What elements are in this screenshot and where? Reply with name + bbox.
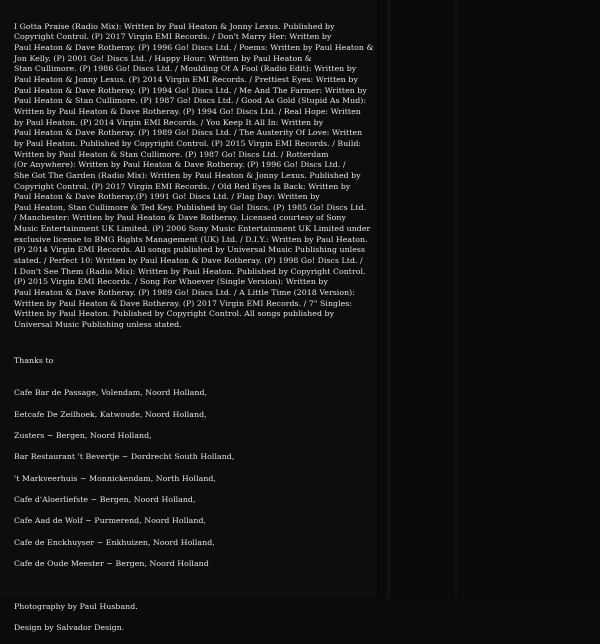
photography-credit: Photography by Paul Husband. (14, 601, 138, 611)
thanks-list (14, 378, 374, 580)
liner-notes (14, 11, 374, 644)
booklet-right-panel (379, 0, 600, 598)
thanks-item: Cafe d'Aloerliefste ~ Bergen, Noord Holland, (14, 494, 196, 504)
thanks-item: Zusters ~ Bergen, Noord Holland, (14, 430, 152, 440)
thanks-item: Bar Restaurant 't Bevertje ~ Dordrecht South Holland, (14, 452, 235, 462)
thanks-item: Cafe de Enckhuyser ~ Enkhuizen, Noord Holland, (14, 537, 215, 547)
thanks-item: 't Markveerhuis ~ Monnickendam, North Holland, (14, 473, 216, 483)
thanks-item: Cafe Aad de Wolf ~ Purmerend, Noord Holland, (14, 516, 207, 526)
thanks-item: Cafe de Oude Meester ~ Bergen, Noord Holland (14, 558, 209, 568)
thanks-item: Eetcafe De Zeilhoek, Katwoude, Noord Holland, (14, 409, 207, 419)
thanks-heading: Thanks to (14, 356, 54, 366)
thanks-item: Cafe Bar de Passage, Volendam, Noord Holland, (14, 388, 208, 398)
design-credit: Design by Salvador Design. (14, 623, 125, 633)
panel-stripe (455, 0, 457, 598)
spine-stripe (387, 0, 390, 598)
song-credits: I Gotta Praise (Radio Mix): Written by Paul Heaton & Jonny Lexus. Published by Copyright Control. (P) 2017 Virgin EMI Records. / Don't Marry Her: Written by Paul Heaton & Dave Rotheray. (P) 1996 Go! Discs Ltd. / Poems: Written by Paul Heaton & Jon Kelly. (P) 2001 Go! Discs Ltd. / Happy Hour: Written by Paul Heaton & Stan Cullimore. (P) 1986 Go! Discs Ltd. / Moulding Of A Fool (Radio Edit): Written by Paul Heaton & Jonny Lexus. (P) 2014 Virgin EMI Records. / Prettiest Eyes: Written by Paul Heaton & Dave Rotheray. (P) 1994 Go! Discs Ltd. / Me And The Farmer: Written by Paul Heaton & Stan Cullimore. (P) 1987 Go! Discs Ltd. / Good As Gold (Stupid As Mud): Written by Paul Heaton & Dave Rotheray. (P) 1994 Go! Discs Ltd. / Real Hope: Written by Paul Heaton. (P) 2014 Virgin EMI Records. / You Keep It All In: Written by Paul Heaton & Dave Rotheray. (P) 1989 Go! Discs Ltd. / The Austerity Of Love: Written by Paul Heaton. Published by Copyright Control. (P) 2015 Virgin EMI Records. / Build: Written by Paul Heaton & Stan Cullimore. (P) 1987 Go! Discs Ltd. / Rotterdam (Or Anywhere): Written by Paul Heaton & Dave Rotheray. (P) 1996 Go! Discs Ltd. / She Got The Garden (Radio Mix): Written by Paul Heaton & Jonny Lexus. Published by Copyright Control. (P) 2017 Virgin EMI Records. / Old Red Eyes Is Back: Written by Paul Heaton & Dave Rotheray.(P) 1991 Go! Discs Ltd. / Flag Day: Written by Paul Heaton, Stan Cullimore & Ted Key. Published by Go! Discs. (P) 1985 Go! Discs Ltd. / Manchester: Written by Paul Heaton & Dave Rotheray. Licensed courtesy of Sony Music Entertainment UK Limited. (P) 2006 Sony Music Entertainment UK Limited under exclusive license to BMG Rights Management (UK) Ltd. / D.I.Y.: Written by Paul Heaton. (P) 2014 Virgin EMI Records. All songs published by Universal Music Publishing unless stated. / Perfect 10: Written by Paul Heaton & Dave Rotheray. (P) 1998 Go! Discs Ltd. / I Don't See Them (Radio Mix): Written by Paul Heaton. Published by Copyright Control. (P) 2015 Virgin EMI Records. / Song For Whoever (Single Version): Written by Paul Heaton & Dave Rotheray. (P) 1989 Go! Discs Ltd. / A Little Time (2018 Version): Written by Paul Heaton & Dave Rotheray. (P) 2017 Virgin EMI Records. / 7" Singles: Written by Paul Heaton. Published by Copyright Control. All songs published by Universal Music Publishing unless stated. (14, 21, 374, 330)
